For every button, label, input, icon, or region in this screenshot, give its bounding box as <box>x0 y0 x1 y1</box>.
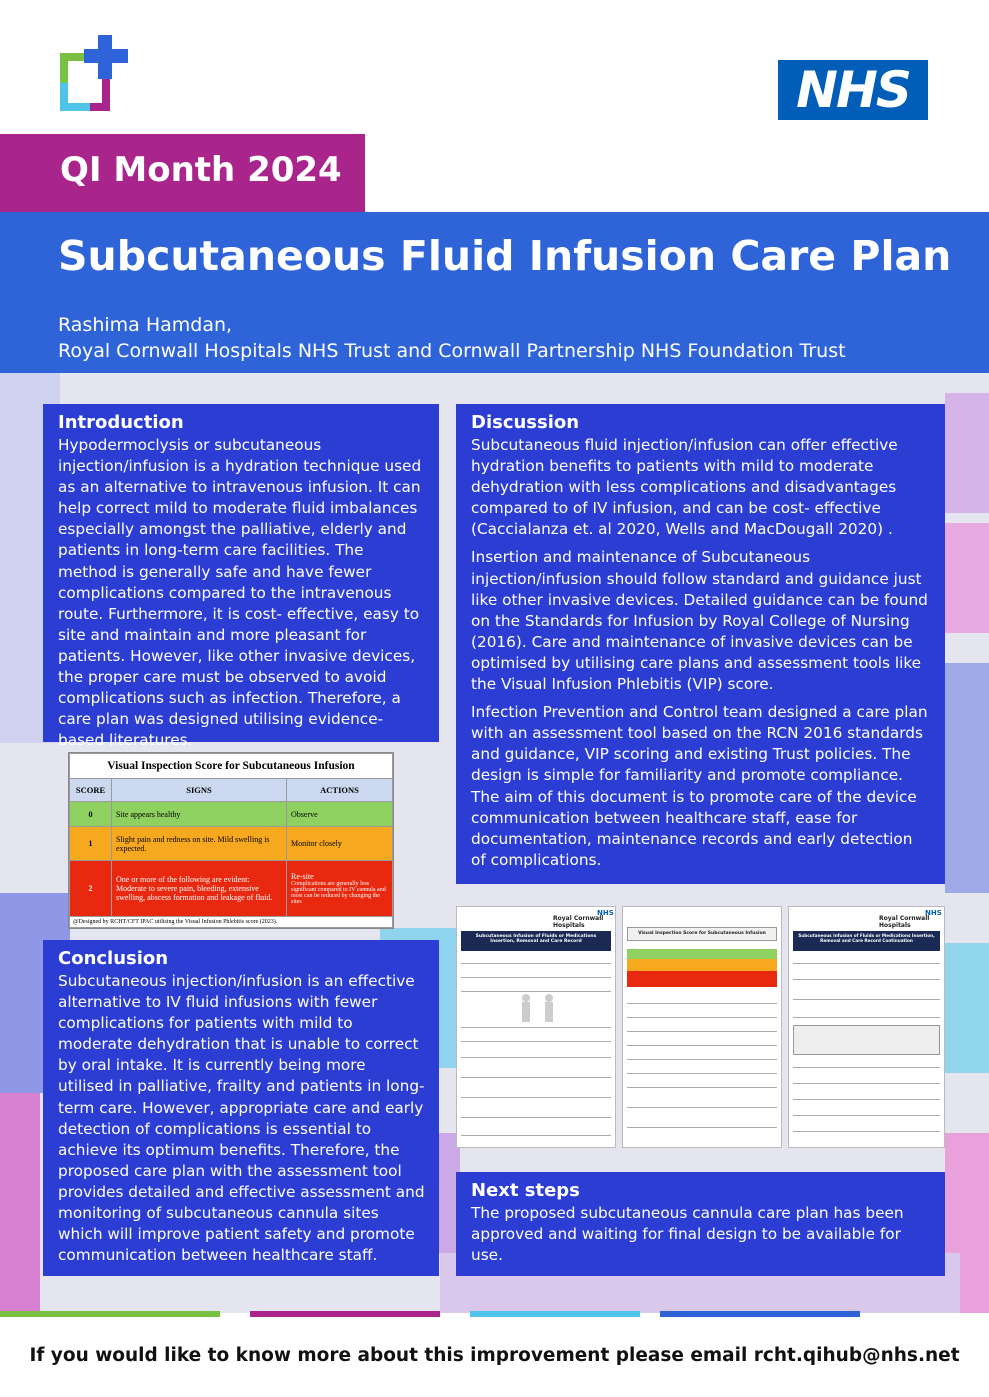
introduction-heading: Introduction <box>58 412 184 433</box>
vip-actions-title: Re-site <box>291 872 314 881</box>
title-banner <box>0 212 989 373</box>
vip-row-score-1 <box>70 827 393 861</box>
vip-signs-intro: One or more of the following are evident: <box>116 875 250 884</box>
conclusion-body: Subcutaneous injection/infusion is an effective alternative to IV fluid infusions with fewer complications for patients with mild to moderate dehydration that is unable to correct by oral intake. It is currently being more utilised in palliative, frailty and patients in long-term care. However, appropriate care and early detection of complications is essential to achieve its optimum benefits. Therefore, the proposed care plan with the assessment tool provides detailed and effective assessment and monitoring of subcutaneous cannula sites which will improve patient safety and promote communication between healthcare staff. <box>58 972 425 1265</box>
conclusion-heading: Conclusion <box>58 948 169 969</box>
vip-col-signs: SIGNS <box>112 779 287 802</box>
discussion-heading: Discussion <box>471 412 580 433</box>
footer-strip-green <box>0 1311 220 1317</box>
nhs-logo: NHS <box>778 60 928 120</box>
vip-actions: Monitor closely <box>287 827 393 861</box>
footer-strip-cyan <box>470 1311 640 1317</box>
qi-hub-logo-icon <box>60 35 140 115</box>
introduction-body: Hypodermoclysis or subcutaneous injection/infusion is a hydration technique used as an alternative to intravenous infusion. It can help correct mild to moderate fluid imbalances especially amongst the palliative, elderly and patients in long-term care facilities. The method is generally safe and have fewer complications compared to the intravenous route. Furthermore, it is cost- effective, easy to site and maintain and more pleasant for patients. However, like other invasive devices, the proper care must be observed to avoid complications such as infection. Therefore, a care plan was designed utilising evidence- based literatures. <box>58 436 422 750</box>
vip-signs <box>112 861 287 917</box>
thumb-doc-title: Subcutaneous Infusion of Fluids or Medications Insertion, Removal and Care Record <box>475 934 597 944</box>
poster-title: Subcutaneous Fluid Infusion Care Plan <box>58 232 952 280</box>
vip-score-value: 0 <box>70 802 112 827</box>
vip-table-title: Visual Inspection Score for Subcutaneous Infusion <box>70 754 393 779</box>
discussion-paragraph-3: Infection Prevention and Control team designed a care plan with an assessment tool based on the RCN 2016 standards and guidance, VIP scoring and existing Trust policies. The design is simple for familiarity and promote compliance. The aim of this document is to promote care of the device communication between healthcare staff, ease for documentation, maintenance records and early detection of complications. <box>471 703 928 869</box>
discussion-panel <box>456 404 945 884</box>
care-plan-thumbnail-1 <box>456 906 616 1148</box>
body-diagram-icon <box>515 993 561 1025</box>
footer-strip-magenta <box>250 1311 440 1317</box>
author-block <box>58 312 846 364</box>
discussion-paragraph-2: Insertion and maintenance of Subcutaneous injection/infusion should follow standard and guidance just like other invasive devices. Detailed guidance can be found on the Standards for Infusion by Royal College of Nursing (2016). Care and maintenance of invasive devices can be optimised by utilising care plans and assessment tools like the Visual Infusion Phlebitis (VIP) score. <box>471 548 928 694</box>
vip-row-score-0 <box>70 802 393 827</box>
vip-score-value: 1 <box>70 827 112 861</box>
vip-actions-detail: Complications are generally less significant compared to IV cannula and most can be reduced by changing the sites <box>291 881 386 905</box>
thumb-nhs-mark: NHS <box>597 909 614 917</box>
author-name: Rashima Hamdan, <box>58 314 233 336</box>
next-steps-body: The proposed subcutaneous cannula care plan has been approved and waiting for final design to be available for use. <box>471 1204 904 1265</box>
next-steps-heading: Next steps <box>471 1180 580 1201</box>
care-plan-thumbnail-2 <box>622 906 782 1148</box>
thumb-hospital-name: Royal Cornwall Hospitals <box>879 915 930 929</box>
thumb-hospital-name: Royal Cornwall Hospitals <box>553 915 604 929</box>
footer-strip-blue <box>660 1311 860 1317</box>
thumb-doc-title: Subcutaneous Infusion of Fluids or Medications Insertion, Removal and Care Record Continuation <box>798 933 935 943</box>
qi-month-label: QI Month 2024 <box>60 150 342 190</box>
thumb-doc-title: Visual Inspection Score for Subcutaneous Infusion <box>638 931 766 936</box>
qi-month-banner <box>0 134 365 212</box>
vip-signs: Site appears healthy <box>112 802 287 827</box>
vip-score-value: 2 <box>70 861 112 917</box>
author-organisation: Royal Cornwall Hospitals NHS Trust and Cornwall Partnership NHS Foundation Trust <box>58 340 846 362</box>
next-steps-panel <box>456 1172 945 1276</box>
care-plan-thumbnail-3 <box>788 906 945 1148</box>
thumb-nhs-mark: NHS <box>925 909 942 917</box>
conclusion-panel <box>43 940 439 1276</box>
vip-actions: Observe <box>287 802 393 827</box>
vip-row-score-2 <box>70 861 393 917</box>
vip-signs-detail: Moderate to severe pain, bleeding, extensive swelling, abscess formation and leakage of fluid. <box>116 884 273 902</box>
contact-footer: If you would like to know more about this improvement please email rcht.qihub@nhs.net <box>29 1345 960 1366</box>
vip-footnote: @Designed by RCHT/CFT IPAC utilising the Visual Infusion Phlebitis score (2023). <box>70 917 393 928</box>
vip-signs: Slight pain and redness on site. Mild swelling is expected. <box>112 827 287 861</box>
discussion-paragraph-1: Subcutaneous fluid injection/infusion can offer effective hydration benefits to patients with mild to moderate dehydration with less complications and disadvantages compared to of IV infusion, and can be cost- effective (Caccialanza et. al 2020, Wells and MacDougall 2020) . <box>471 436 898 539</box>
vip-actions <box>287 861 393 917</box>
vip-col-actions: ACTIONS <box>287 779 393 802</box>
vip-score-table <box>68 752 394 929</box>
introduction-panel <box>43 404 439 750</box>
vip-col-score: SCORE <box>70 779 112 802</box>
